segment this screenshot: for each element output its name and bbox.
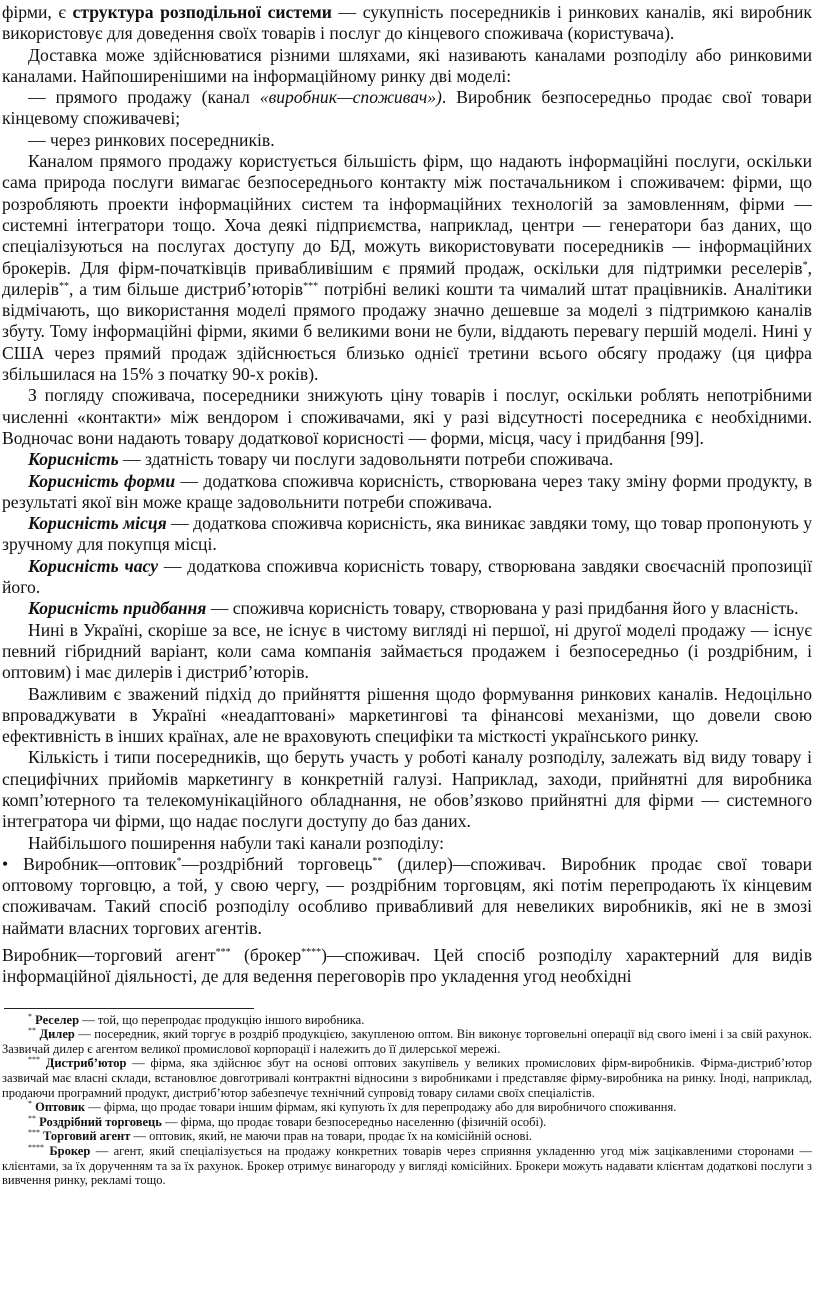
term-bold-italic: Корисність місця bbox=[28, 513, 167, 534]
definition-form-utility bbox=[2, 471, 812, 514]
footnote-marker: **** bbox=[28, 1143, 44, 1152]
footnote-marker: ** bbox=[28, 1026, 36, 1036]
term-bold-italic: Корисність часу bbox=[28, 555, 158, 576]
paragraph-common-channels: Найбільшого поширення набули такі канали розподілу: bbox=[28, 832, 445, 853]
text-run: (брокер bbox=[230, 945, 302, 966]
paragraph-ukraine-hybrid: Нині в Україні, скоріше за все, не існує в чистому вигляді ні першої, ні другої моделі продажу — існує певний гібридний варіант, коли сама компанія займається продажем і безпосередньо (і роздрібним, і оптовим) і має дилерів і дистриб’юторів. bbox=[2, 619, 812, 683]
footnote-marker: ** bbox=[372, 855, 383, 867]
footnote-distributor bbox=[2, 1056, 812, 1100]
footnote-text: — фірма, яка здійснює збут на основі оптових закупівель у великих промислових фірм-виробників. Фірма-дистриб’ютор зазвичай має власні склади, встановлює довготривалі контрактні відносини з виробниками і представляє фірму-виробника на ринку. Іноді, наприклад, продаючи програмний продукт, дистриб’ютор забезпечує технічний супровід товару силами своїх спеціалістів. bbox=[2, 1056, 812, 1100]
footnote-wholesaler bbox=[2, 1100, 812, 1115]
definition-place-utility bbox=[2, 513, 812, 556]
footnote-term: Реселер bbox=[35, 1012, 80, 1027]
footnote-text: — агент, який спеціалізується на продажу конкретних товарів через сприяння укладенню угод між зацікавленими сторонами — клієнтами, за їх дорученням та за їх рахунок. Брокер отримує винагороду у вигляді комісійних. Брокери можуть надавати клієнтам додаткові послуги з вивчення ринку, рекламі тощо. bbox=[2, 1144, 813, 1188]
footnote-divider bbox=[4, 1008, 254, 1009]
footnote-text: — фірма, що продає товари іншим фірмам, які купують їх для перепродажу або для виробничого споживання. bbox=[85, 1100, 677, 1115]
footnote-marker: * bbox=[28, 1099, 32, 1109]
text-run: • Виробник—оптовик bbox=[2, 853, 177, 874]
term-bold-italic: Корисність bbox=[28, 449, 119, 470]
paragraph-agent-channel bbox=[2, 945, 812, 988]
footnotes bbox=[2, 1013, 812, 1188]
text-run: Каналом прямого продажу користується більшість фірм, що надають інформаційні послуги, оскільки сама природа послуги вимагає безпосереднього контакту між постачальником і споживачем: фірми, що розробляють проекти інформаційних систем та інформаційних технологій за замовленням, фірми — системні інтегратори тощо. Хоча деякі підприємства, наприклад, центри — генератори баз даних, що спеціалізуються на послугах доступу до БД, можуть використовувати посередників — інформаційних брокерів. Для фірм-початківців привабливішим є прямий продаж, оскільки для підтримки реселерів bbox=[2, 151, 812, 278]
text-run: — сукупність посередників і ринкових каналів, які виробник використовує для доведення своїх товарів і послуг до кінцевого споживача (користувача). bbox=[2, 2, 812, 44]
footnote-sales-agent bbox=[2, 1129, 812, 1144]
main-text bbox=[2, 2, 812, 988]
footnote-marker: *** bbox=[28, 1128, 40, 1138]
text-run: — прямого продажу (канал bbox=[28, 87, 260, 108]
footnote-term: Оптовик bbox=[35, 1100, 86, 1115]
list-item-wholesale-channel bbox=[2, 854, 812, 939]
footnote-broker bbox=[2, 1144, 812, 1188]
footnote-reseller bbox=[2, 1013, 812, 1028]
footnote-marker: *** bbox=[303, 280, 319, 292]
text-run: — додаткова споживча корисність, створювана через таку зміну форми продукту, в результаті якої він може краще задовольнити потреби споживача. bbox=[2, 470, 812, 512]
footnote-term: Торговий агент bbox=[43, 1129, 131, 1144]
text-run: )—споживач. Цей спосіб розподілу характерний для видів інформаційної діяльності, де для ведення переговорів про укладення угод необхідні bbox=[2, 945, 812, 987]
text-run: потрібні великі кошти та чималий штат працівників. Аналітики відмічають, що використання моделі прямого продажу значно дешевше за моделі з підтримкою каналів збуту. Тому інформаційні фірми, якими б великими вони не були, віддають перевагу першій моделі. Нині у США через прямий продаж здійснюється близько однієї третини всього обсягу продажу (ця цифра збільшилася на 15% з початку 90-х років). bbox=[2, 278, 812, 385]
footnote-marker: *** bbox=[28, 1055, 40, 1065]
footnote-marker: * bbox=[28, 1011, 32, 1021]
text-run: (дилер)—споживач. Виробник продає свої товари оптовому торговцю, а той, у свою чергу, — роздрібним торговцям, які потім перепродають їх кінцевим споживачам. Такий спосіб розподілу особливо привабливий для невеликих виробників, які не в змозі наймати власних торгових агентів. bbox=[2, 853, 812, 938]
text-run: , дилерів bbox=[2, 257, 812, 299]
footnote-term: Дистриб’ютор bbox=[45, 1056, 127, 1071]
term-italic: «виробник—споживач») bbox=[259, 87, 442, 108]
paragraph-delivery: Доставка може здійснюватися різними шляхами, які називають каналами розподілу або ринковими каналами. Найпоширенішими на інформаційному ринку дві моделі: bbox=[2, 44, 812, 86]
paragraph-distribution-structure bbox=[2, 2, 812, 45]
text-run: — додаткова споживча корисність товару, створювана завдяки своєчасній пропозиції його. bbox=[2, 555, 812, 598]
footnote-text: — фірма, що продає товари безпосередньо населенню (фізичній особі). bbox=[161, 1114, 547, 1129]
footnote-text: — оптовик, який, не маючи прав на товари, продає їх на комісійній основі. bbox=[130, 1129, 533, 1144]
text-run: фірми, є bbox=[2, 2, 73, 22]
footnote-marker: * bbox=[176, 855, 182, 867]
footnote-text: — той, що перепродає продукцію іншого виробника. bbox=[79, 1012, 365, 1027]
paragraph-balanced-approach: Важливим є зважений підхід до прийняття рішення щодо формування ринкових каналів. Недоцільно впроваджувати в Україні «неадаптовані» маркетингові та фінансові механізми, що довели свою ефективність в інших країнах, але не враховують специфіки та місткості українського ринку. bbox=[2, 683, 812, 747]
text-run: —роздрібний торговець bbox=[181, 853, 373, 874]
paragraph-consumer-view: З погляду споживача, посередники знижують ціну товарів і послуг, оскільки роблять непотрібними численні «контакти» між вендором і споживачами, які у разі відсутності посередника є необхідними. Водночас вони надають товару додаткової корисності — форми, місця, часу і придбання [99]. bbox=[2, 385, 812, 448]
text-run: — здатність товару чи послуги задовольняти потреби споживача. bbox=[118, 449, 614, 470]
footnote-term: Дилер bbox=[39, 1027, 75, 1042]
term-bold-italic: Корисність придбання bbox=[28, 598, 207, 619]
definition-utility bbox=[2, 449, 812, 470]
footnote-term: Роздрібний торговець bbox=[39, 1114, 162, 1129]
text-run: — додаткова споживча корисність, яка виникає завдяки тому, що товар пропонують у зручному для покупця місці. bbox=[2, 513, 812, 555]
list-item-intermediaries: — через ринкових посередників. bbox=[28, 129, 275, 150]
footnote-text: — посередник, який торгує в роздріб продукцією, закупленою оптом. Він виконує торговельні операції від свого імені і за свій рахунок. Зазвичай дилер є агентом великої промислової корпорації і належить до її дилерської мережі. bbox=[2, 1027, 813, 1056]
paragraph-intermediary-count: Кількість і типи посередників, що беруть участь у роботі каналу розподілу, залежать від виду товару і специфічних прийомів маркетингу в конкретній галузі. Наприклад, заходи, прийнятні для виробника комп’ютерного та телекомунікаційного обладнання, не обов’язково прийнятні для фірми — системного інтегратора чи фірми, що надає послуги доступу до баз даних. bbox=[2, 747, 812, 832]
definition-possession-utility bbox=[2, 598, 812, 619]
list-item-direct-sale bbox=[2, 87, 812, 130]
definition-time-utility bbox=[2, 556, 812, 599]
footnote-marker: ** bbox=[58, 280, 69, 292]
text-run: . Виробник безпосередньо продає свої товари кінцевому споживачеві; bbox=[2, 87, 812, 129]
text-run: , а тим більше дистриб’юторів bbox=[68, 278, 304, 299]
footnote-marker: * bbox=[802, 259, 808, 271]
footnote-marker: **** bbox=[301, 947, 322, 959]
text-run: Виробник—торговий агент bbox=[2, 945, 216, 966]
paragraph-direct-channel bbox=[2, 151, 812, 385]
footnote-marker: ** bbox=[28, 1113, 36, 1123]
footnote-marker: *** bbox=[215, 947, 231, 959]
footnote-dealer bbox=[2, 1027, 812, 1056]
text-run: — споживча корисність товару, створювана у разі придбання його у власність. bbox=[206, 598, 799, 619]
term-bold: структура розподільної системи bbox=[72, 2, 332, 22]
term-bold-italic: Корисність форми bbox=[28, 470, 176, 491]
footnote-term: Брокер bbox=[49, 1144, 91, 1158]
footnote-retailer bbox=[2, 1115, 812, 1130]
